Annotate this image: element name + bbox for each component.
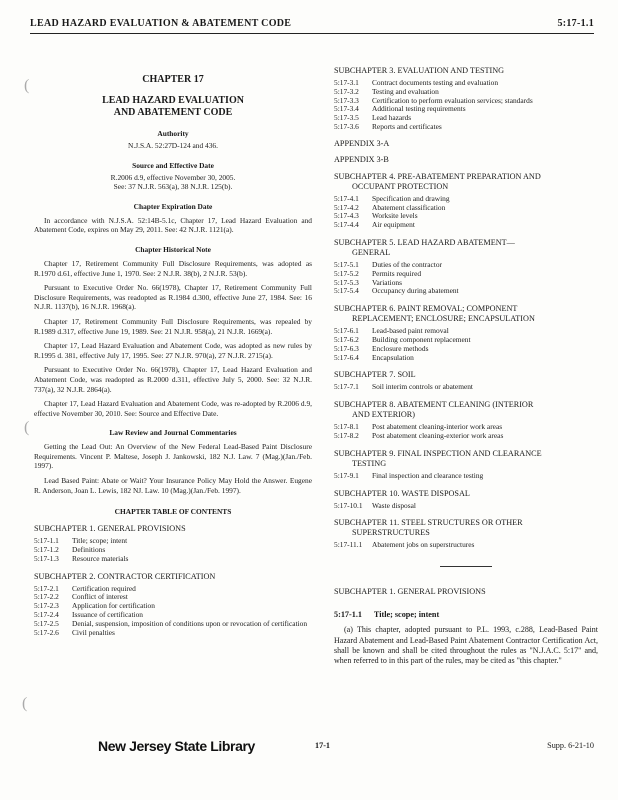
toc-entry-number: 5:17-5.3 (334, 277, 359, 287)
toc-entry-title: Building component replacement (372, 334, 471, 344)
history-paragraph: Chapter 17, Retirement Community Full Disclosure Requirements, was repealed by R.1989 d.317, effective June 19, 1989. See: 21 N.J.R. 958(a), 21 N.J.R. 1669(a). (34, 316, 312, 336)
subchapter-heading (334, 66, 598, 76)
appendix-entry: APPENDIX 3-A (334, 138, 390, 148)
toc-right-a (334, 66, 598, 132)
toc-entry-number: 5:17-6.3 (334, 343, 359, 353)
expiration-heading: Chapter Expiration Date (133, 201, 213, 211)
toc-entry-title: Issuance of certification (72, 610, 143, 620)
toc-entry-number: 5:17-5.2 (334, 268, 359, 278)
toc-entry-number: 5:17-3.5 (334, 113, 359, 123)
rule-text: (a) This chapter, adopted pursuant to P.L. 1993, c.288, Lead-Based Paint Hazard Abatement and Lead-Based Paint Abatement Contractor Certification Act, shall be known and shall be cited throughout the rules as "N.J.A.C. 5:17" and, when referred to in this part of the rules, may be cited as "this chapter." (334, 625, 598, 666)
toc-entry-number: 5:17-2.2 (34, 592, 59, 602)
toc-entry-title: Definitions (72, 545, 106, 555)
header-code: 5:17-1.1 (557, 18, 594, 29)
toc-list (334, 541, 598, 550)
toc-entry-number: 5:17-2.6 (34, 627, 59, 637)
toc-entry-number: 5:17-8.1 (334, 422, 359, 432)
subchapter-title: SUBCHAPTER 10. WASTE DISPOSAL (334, 488, 470, 498)
toc-entry-number: 5:17-1.1 (34, 536, 59, 546)
toc-list (334, 383, 598, 392)
toc-entry-number: 5:17-1.3 (34, 553, 59, 563)
toc-entry-number: 5:17-4.2 (334, 202, 359, 212)
toc-entry-title: Testing and evaluation (372, 86, 439, 96)
toc-entry-title: Conflict of interest (72, 592, 128, 602)
toc-entry-title: Application for certification (72, 601, 155, 611)
subchapter-title: SUBCHAPTER 8. ABATEMENT CLEANING (INTERIOR (334, 400, 534, 410)
toc-entry (334, 472, 598, 481)
toc-entry-title: Air equipment (372, 220, 415, 230)
toc-entry-number: 5:17-3.6 (334, 121, 359, 131)
toc-entry-number: 5:17-4.1 (334, 193, 359, 203)
toc-entry-title: Waste disposal (372, 500, 416, 510)
toc-entry-title: Resource materials (72, 553, 129, 563)
law-review-heading: Law Review and Journal Commentaries (109, 428, 237, 438)
toc-entry-number: 5:17-6.2 (334, 334, 359, 344)
subchapter-title: SUBCHAPTER 2. CONTRACTOR CERTIFICATION (34, 571, 216, 581)
toc-entry-number: 5:17-9.1 (334, 470, 359, 480)
toc-entry-title: Abatement classification (372, 202, 446, 212)
toc-entry-title: Enclosure methods (372, 343, 429, 353)
toc-entry (334, 354, 598, 363)
binder-hole-mark-middle: ( (24, 419, 30, 436)
toc-entry-number: 5:17-3.2 (334, 86, 359, 96)
rule-number: 5:17-1.1 (334, 610, 362, 620)
toc-entry-number: 5:17-11.1 (334, 540, 363, 550)
rule-heading: Title; scope; intent (373, 610, 440, 620)
body-subchapter-heading: SUBCHAPTER 1. GENERAL PROVISIONS (334, 587, 486, 597)
toc-entry-number: 5:17-5.4 (334, 286, 359, 296)
toc-list (334, 195, 598, 230)
toc-entry (334, 383, 598, 392)
toc-entry (334, 502, 598, 511)
toc-entry-number: 5:17-2.5 (34, 618, 59, 628)
toc-entry-title: Encapsulation (372, 352, 414, 362)
toc-entry-title: Contract documents testing and evaluation (372, 78, 499, 87)
subchapter-heading (334, 518, 598, 538)
chapter-title: LEAD HAZARD EVALUATION AND ABATEMENT CODE (102, 95, 244, 118)
toc-list (334, 261, 598, 296)
toc-entry-title: Certification required (72, 583, 136, 593)
subchapter-title: SUBCHAPTER 1. GENERAL PROVISIONS (34, 524, 186, 534)
subchapter-title-cont: REPLACEMENT; ENCLOSURE; ENCAPSULATION (352, 314, 535, 324)
toc-entry-title: Occupancy during abatement (372, 286, 459, 296)
toc-entry-title: Lead hazards (372, 113, 412, 123)
subchapter-title-cont: TESTING (352, 458, 387, 468)
subchapter-title: SUBCHAPTER 6. PAINT REMOVAL; COMPONENT (334, 304, 518, 314)
subchapter-heading (334, 172, 598, 192)
history-notes (34, 259, 312, 418)
binder-hole-mark-bottom: ( (22, 695, 28, 712)
right-column (334, 58, 598, 667)
subchapter-title: SUBCHAPTER 5. LEAD HAZARD ABATEMENT— (334, 237, 515, 247)
subchapter-heading (334, 304, 598, 324)
toc-entry-title: Permits required (372, 268, 422, 278)
subchapter-heading (34, 572, 312, 582)
toc-entry-number: 5:17-2.4 (34, 610, 59, 620)
toc-entry-number: 5:17-4.3 (334, 211, 359, 221)
toc-entry-number: 5:17-10.1 (334, 500, 363, 510)
source-heading: Source and Effective Date (132, 160, 214, 170)
toc-entry-title: Lead-based paint removal (372, 326, 449, 336)
toc-left (34, 524, 312, 637)
toc-entry-number: 5:17-5.1 (334, 259, 359, 269)
toc-entry-title: Duties of the contractor (372, 259, 442, 269)
toc-list (334, 423, 598, 441)
toc-entry-title: Reports and certificates (372, 121, 442, 131)
page-number: 17-1 (315, 741, 331, 750)
toc-entry (334, 432, 598, 441)
history-heading: Chapter Historical Note (135, 244, 211, 254)
toc-list (34, 537, 312, 563)
subchapter-heading (334, 489, 598, 499)
subchapter-heading (334, 400, 598, 420)
history-paragraph: Chapter 17, Retirement Community Full Disclosure Requirements, was adopted as R.1970 d.61, effective June 1, 1970. See: 2 N.J.R. 38(b), 2 N.J.R. 53(b). (34, 258, 312, 278)
toc-entry (334, 541, 598, 550)
toc-entry-title: Title; scope; intent (72, 536, 128, 546)
page-footer (30, 738, 594, 758)
toc-entry-number: 5:17-2.1 (34, 583, 59, 593)
toc-entry (34, 629, 312, 638)
chapter-number: CHAPTER 17 (142, 74, 204, 85)
toc-list (34, 585, 312, 638)
history-paragraph: Pursuant to Executive Order No. 66(1978), Chapter 17, Retirement Community Full Disclosure Requirements, was readopted as R.1984 d.300, effective June 27, 1984. See: 16 N.J.R. 1137(b), 16 N.J.R. 1968(a). (34, 283, 312, 312)
toc-right-b (334, 172, 598, 550)
toc-entry-title: Specification and drawing (372, 193, 450, 203)
appendix-list (334, 139, 598, 164)
history-paragraph: Chapter 17, Lead Hazard Evaluation and Abatement Code, was re-adopted by R.2006 d.9, effective November 30, 2010. See: Source and Effective Date. (34, 399, 312, 418)
toc-entry-number: 5:17-4.4 (334, 220, 359, 230)
toc-entry-title: Post abatement cleaning-exterior work areas (372, 430, 504, 440)
appendix-entry: APPENDIX 3-B (334, 154, 389, 164)
authority-text: N.J.S.A. 52:27D-124 and 436. (128, 141, 218, 150)
toc-heading: CHAPTER TABLE OF CONTENTS (114, 507, 232, 517)
subchapter-title-cont: SUPERSTRUCTURES (352, 528, 430, 538)
toc-entry-number: 5:17-8.2 (334, 430, 359, 440)
section-divider (440, 566, 492, 567)
subchapter-heading (334, 238, 598, 258)
subchapter-title: SUBCHAPTER 11. STEEL STRUCTURES OR OTHER (334, 518, 523, 528)
toc-entry-number: 5:17-3.1 (334, 78, 359, 87)
toc-entry-title: Denial, suspension, imposition of conditions upon or revocation of certification (72, 618, 308, 628)
toc-entry (334, 287, 598, 296)
law_review-paragraph: Lead Based Paint: Abate or Wait? Your Insurance Policy May Hold the Answer. Eugene R. Anderson, Joan L. Lewis, 182 NJ. Law. 10 (Mag.)(Jan./Feb. 1997). (34, 476, 312, 495)
toc-entry-number: 5:17-6.1 (334, 326, 359, 336)
toc-entry-title: Final inspection and clearance testing (372, 470, 484, 480)
library-logo: New Jersey State Library (98, 738, 255, 754)
authority-heading: Authority (157, 129, 189, 138)
subchapter-title-cont: AND EXTERIOR) (352, 410, 415, 420)
toc-entry-number: 5:17-6.4 (334, 352, 359, 362)
toc-entry-title: Post abatement cleaning-interior work areas (372, 422, 503, 432)
subchapter-title: SUBCHAPTER 3. EVALUATION AND TESTING (334, 66, 505, 75)
toc-entry-title: Civil penalties (72, 627, 115, 637)
law-review-notes (34, 442, 312, 495)
toc-list (334, 327, 598, 362)
toc-entry-title: Certification to perform evaluation services; standards (372, 95, 533, 105)
toc-list (334, 79, 598, 132)
toc-entry-number: 5:17-3.4 (334, 104, 359, 114)
history-paragraph: Chapter 17, Lead Hazard Evaluation and Abatement Code, was adopted as new rules by R.1995 d. 381, effective July 17, 1995. See: 27 N.J.R. 970(a), 27 N.J.R. 2715(a). (34, 341, 312, 360)
toc-entry-title: Additional testing requirements (372, 104, 466, 114)
toc-entry-title: Worksite levels (372, 211, 418, 221)
supplement-date: Supp. 6-21-10 (547, 741, 594, 750)
binder-hole-mark-top: ( (24, 77, 30, 94)
toc-entry-title: Soil interim controls or abatement (372, 382, 473, 392)
toc-entry (334, 221, 598, 230)
toc-entry-number: 5:17-7.1 (334, 382, 359, 392)
subchapter-title: SUBCHAPTER 9. FINAL INSPECTION AND CLEARANCE (334, 448, 542, 458)
toc-list (334, 472, 598, 481)
history-paragraph: Pursuant to Executive Order No. 66(1978), Chapter 17, Lead Hazard Evaluation and Abatement Code, was readopted as R.2000 d.311, effective July 5, 2000. See: 32 N.J.R. 737(a), 32 N.J.R. 2864(a). (34, 365, 312, 394)
subchapter-title: SUBCHAPTER 7. SOIL (334, 370, 416, 380)
subchapter-title: SUBCHAPTER 4. PRE-ABATEMENT PREPARATION AND (334, 171, 541, 181)
law_review-paragraph: Getting the Lead Out: An Overview of the New Federal Lead-Based Paint Disclosure Requirements. Vincent P. Maltese, Joseph J. Jankowski, 182 N.J. Law. 7 (Mag.)(Jan./Feb. 1997). (34, 442, 312, 471)
header-title: LEAD HAZARD EVALUATION & ABATEMENT CODE (30, 18, 292, 29)
rule-title (334, 610, 598, 619)
subchapter-title-cont: OCCUPANT PROTECTION (352, 181, 449, 191)
subchapter-title-cont: GENERAL (352, 247, 391, 257)
toc-list (334, 502, 598, 511)
source-text: R.2006 d.9, effective November 30, 2005. See: 37 N.J.R. 563(a), 38 N.J.R. 125(b). (110, 172, 236, 192)
toc-entry-title: Variations (372, 277, 402, 287)
toc-entry-number: 5:17-1.2 (34, 545, 59, 555)
subchapter-heading (34, 524, 312, 534)
toc-entry-number: 5:17-2.3 (34, 601, 59, 611)
toc-entry (34, 555, 312, 564)
toc-entry-title: Abatement jobs on superstructures (372, 540, 475, 550)
running-header (30, 12, 594, 34)
subchapter-heading (334, 449, 598, 469)
expiration-text: In accordance with N.J.S.A. 52:14B-5.1c, Chapter 17, Lead Hazard Evaluation and Abatement Code, expires on May 29, 2011. See: 42 N.J.R. 1121(a). (34, 215, 312, 235)
subchapter-heading (334, 370, 598, 380)
left-column (34, 60, 312, 637)
toc-entry (334, 123, 598, 132)
toc-entry-number: 5:17-3.3 (334, 95, 359, 105)
